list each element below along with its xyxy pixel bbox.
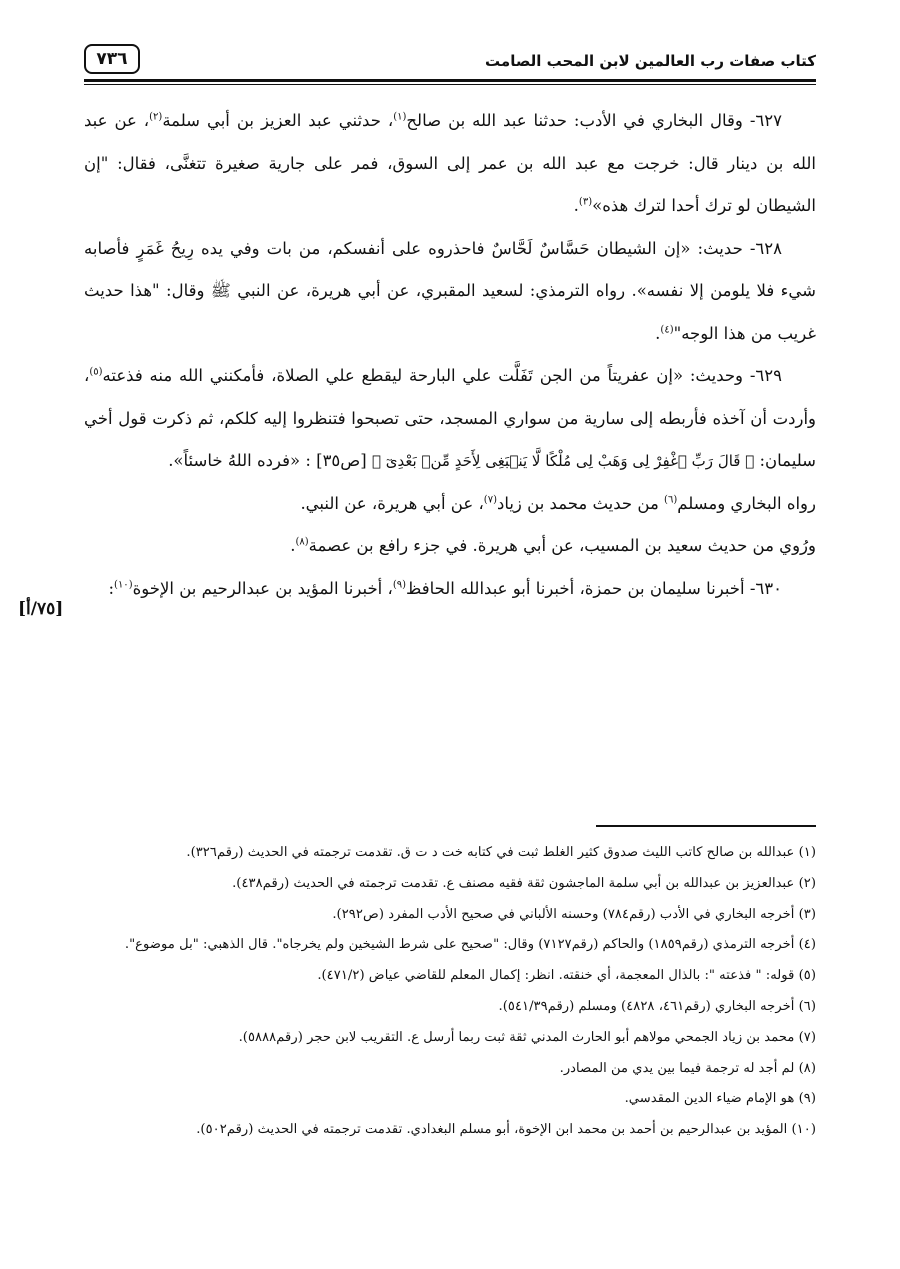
text-segment: [ص٣٥] : «فرده اللهُ خاسئاً». <box>168 451 372 470</box>
paragraph-p629 <box>84 355 816 483</box>
footnote-1: (١) عبدالله بن صالح كاتب الليث صدوق كثير الغلط ثبت في كتابه خت د ت ق. تقدمت ترجمته في الحديث (رقم٣٢٦). <box>186 845 816 860</box>
footnote-6: (٦) أخرجه البخاري (رقم٤٦١، ٤٨٢٨) ومسلم (رقم٥٤١/٣٩). <box>498 998 816 1014</box>
text-segment: . <box>290 536 296 555</box>
text-segment: ورُوي من حديث سعيد بن المسيب، عن أبي هريرة. في جزء رافع بن عصمة <box>308 536 816 555</box>
paragraph-p628 <box>84 228 816 356</box>
text-segment: ، وأردت أن آخذه فأربطه إلى سارية من سواري المسجد، حتى تصبحوا فتنظروا إليه كلكم، ثم ذكرت قول أخي سليمان: <box>84 366 816 470</box>
text-segment: ٦٢٨- حديث: «إن الشيطان حَسَّاسٌ لَحَّاسٌ فاحذروه على أنفسكم، من بات وفي يده رِيحُ غَمَرٍ فأصابه شيء فلا يلومن إلا نفسه». رواه الترمذي: لسعيد المقبري، عن أبي هريرة، عن النبي ﷺ وقال: "هذا حديث غريب من هذا الوجه" <box>84 238 816 343</box>
footnote-9: (٩) هو الإمام ضياء الدين المقدسي. <box>624 1091 816 1107</box>
header-rule-thick <box>84 79 816 82</box>
text-segment: . <box>573 196 579 215</box>
header-rule-thin <box>84 84 816 85</box>
paragraph-p630 <box>84 568 816 611</box>
quran-verse: ﴿ قَالَ رَبِّ ٱغْفِرْ لِى وَهَبْ لِى مُلْكًا لَّا يَنۢبَغِى لِأَحَدٍ مِّنۢ بَعْدِىٓ ﴾ <box>371 452 755 470</box>
footnote-7: (٧) محمد بن زياد الجمحي مولاهم أبو الحارث المدني ثقة ثبت ربما أرسل ع. التقريب لابن حجر (رقم٥٨٨٨). <box>238 1029 816 1045</box>
footnote-ref: (١٠) <box>114 579 133 590</box>
footnote-ref: (١) <box>393 111 407 123</box>
footnotes-section <box>84 838 816 1146</box>
footnote-ref: (٣) <box>578 196 593 208</box>
text-segment: : <box>108 578 115 598</box>
text-segment: ، حدثني عبد العزيز بن أبي سلمة <box>162 111 394 130</box>
footnote-ref: (٨) <box>295 536 309 548</box>
footnote-separator <box>596 825 816 827</box>
footnote-ref: (٢) <box>149 111 163 123</box>
page-number: ٧٣٦ <box>84 44 140 74</box>
text-segment: رواه البخاري ومسلم <box>677 493 816 513</box>
footnote-ref: (٦) <box>664 494 678 505</box>
text-segment: ٦٢٧- وقال البخاري في الأدب: حدثنا عبد الله بن صالح <box>406 111 783 130</box>
text-segment: ، أخبرنا المؤيد بن عبدالرحيم بن الإخوة <box>132 578 393 598</box>
paragraph-p629b <box>84 483 816 526</box>
paragraph-p629c <box>84 525 816 568</box>
footnote-5: (٥) قوله: " فذعته ": بالذال المعجمة، أي خنقته. انظر: إكمال المعلم للقاضي عياض (٤٧١/٢). <box>317 968 816 984</box>
footnote-ref: (٥) <box>89 366 103 378</box>
text-segment: ٦٢٩- وحديث: «إن عفريتاً من الجن تَفَلَّت علي البارحة ليقطع علي الصلاة، فأمكنني الله منه فذعته <box>102 366 782 385</box>
footnote-3: (٣) أخرجه البخاري في الأدب (رقم٧٨٤) وحسنه الألباني في صحيح الأدب المفرد (ص٢٩٢). <box>332 906 816 922</box>
text-segment: . <box>655 323 661 343</box>
footnote-ref: (٤) <box>660 324 674 335</box>
text-segment: ، عن أبي هريرة، عن النبي. <box>300 493 484 513</box>
footnote-8: (٨) لم أجد له ترجمة فيما بين يدي من المصادر. <box>559 1060 816 1076</box>
text-segment: ٦٣٠- أخبرنا سليمان بن حمزة، أخبرنا أبو عبدالله الحافظ <box>406 578 782 598</box>
text-segment: ، عن عبد الله بن دينار قال: خرجت مع عبد الله بن عمر إلى السوق، فمر على جارية صغيرة تتغنَّى، فقال: "إن الشيطان لو ترك أحدا لترك هذه» <box>84 111 816 215</box>
footnote-10: (١٠) المؤيد بن عبدالرحيم بن أحمد بن محمد ابن الإخوة، أبو مسلم البغدادي. تقدمت ترجمته في الحديث (رقم٥٠٢). <box>196 1122 816 1138</box>
page-header <box>84 42 816 80</box>
footnote-4: (٤) أخرجه الترمذي (رقم١٨٥٩) والحاكم (رقم٧١٢٧) وقال: "صحيح على شرط الشيخين ولم يخرجاه". قال الذهبي: "بل موضوع". <box>124 937 816 953</box>
manuscript-folio-marker: [٧٥/أ] <box>18 599 64 619</box>
text-segment: من حديث محمد بن زياد <box>496 493 665 513</box>
footnote-ref: (٧) <box>483 494 497 505</box>
paragraph-p627 <box>84 100 816 228</box>
book-title: كتاب صفات رب العالمين لابن المحب الصامت <box>485 52 816 70</box>
footnote-2: (٢) عبدالعزيز بن عبدالله بن أبي سلمة الماجشون ثقة فقيه مصنف ع. تقدمت ترجمته في الحديث (رقم٤٣٨). <box>232 875 816 891</box>
main-text <box>84 100 816 610</box>
footnote-ref: (٩) <box>392 579 407 590</box>
